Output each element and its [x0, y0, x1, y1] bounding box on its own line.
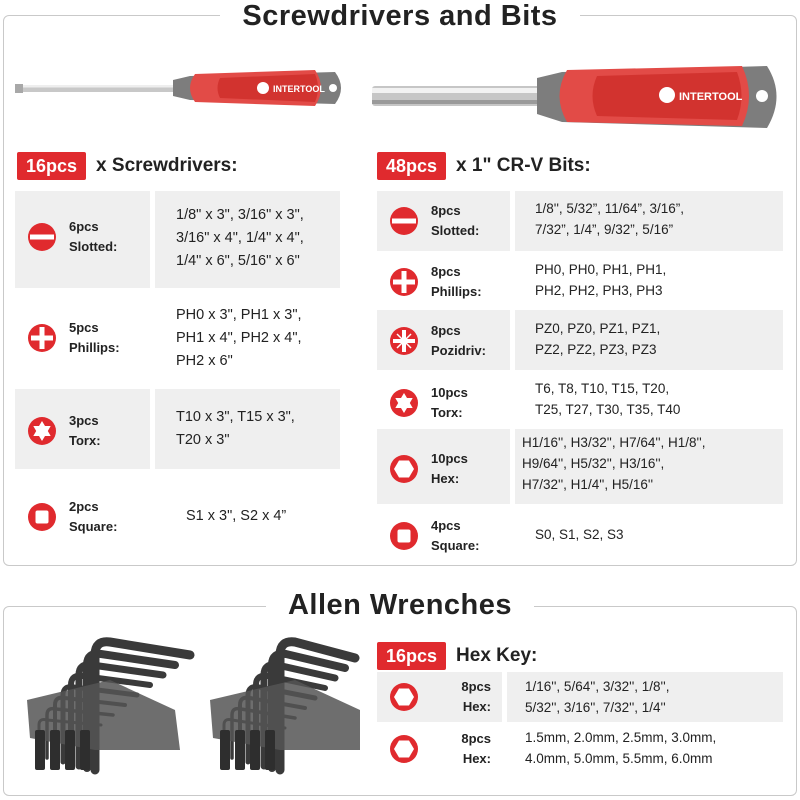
bit-row-phillips-sizes: PH0, PH0, PH1, PH1, PH2, PH2, PH3, PH3: [535, 262, 667, 298]
bit-row-pozidriv-sizes: PZ0, PZ0, PZ1, PZ1, PZ2, PZ2, PZ3, PZ3: [535, 321, 661, 357]
slotted-icon: [389, 206, 419, 236]
square-icon: [389, 521, 419, 551]
screwdriver-row-slotted: 6pcs Slotted:: [27, 217, 117, 257]
slotted-icon: [27, 222, 57, 252]
bits-badge: 48pcs: [377, 152, 446, 180]
hexkey-row-metric: 8pcs Hex:: [389, 729, 491, 769]
screwdriver-row-slotted-sizes: 1/8" x 3", 3/16" x 3", 3/16" x 4", 1/4" x 4", 1/4" x 6", 5/16" x 6": [176, 207, 304, 269]
screwdriver-row-torx-sizes: T10 x 3", T15 x 3", T20 x 3": [176, 409, 295, 448]
screwdrivers-label: x Screwdrivers:: [96, 155, 238, 176]
phillips-icon: [389, 267, 419, 297]
hex-icon: [389, 734, 419, 764]
screwdrivers-header: [17, 152, 238, 180]
allen-title: Allen Wrenches: [0, 589, 800, 622]
bit-row-slotted-sizes: 1/8'', 5/32”, 11/64”, 3/16”, 7/32”, 1/4”, 9/32”, 5/16”: [535, 201, 684, 237]
bit-row-torx-sizes: T6, T8, T10, T15, T20, T25, T27, T30, T35, T40: [535, 381, 681, 417]
brand-text-2: INTERTOOL: [679, 91, 743, 103]
bits-header: [377, 152, 591, 180]
bit-row-hex: 10pcs Hex:: [389, 449, 468, 489]
bit-row-square: 4pcs Square:: [389, 516, 479, 556]
hexkey-row-metric-sizes: 1.5mm, 2.0mm, 2.5mm, 3.0mm, 4.0mm, 5.0mm, 5.5mm, 6.0mm: [525, 730, 717, 766]
bit-row-torx: 10pcs Torx:: [389, 383, 468, 423]
bit-row-square-sizes: S0, S1, S2, S3: [535, 527, 624, 542]
screwdriver-row-phillips: 5pcs Phillips:: [27, 318, 120, 358]
brand-text-1: INTERTOOL: [273, 84, 325, 94]
bit-row-hex-sizes: H1/16'', H3/32'', H7/64'', H1/8'', H9/64'', H5/32'', H3/16'', H7/32'', H1/4'', H5/16'': [522, 435, 706, 492]
hexkey-row-inch-sizes: 1/16'', 5/64'', 3/32'', 1/8'', 5/32'', 3/16'', 7/32'', 1/4'': [525, 679, 670, 715]
hexkeys-badge: 16pcs: [377, 642, 446, 670]
screwdrivers-badge: 16pcs: [17, 152, 86, 180]
hexkey-row-inch: 8pcs Hex:: [389, 677, 491, 717]
hexkeys-label: Hex Key:: [456, 645, 538, 666]
bit-row-slotted: 8pcs Slotted:: [389, 201, 479, 241]
square-icon: [27, 502, 57, 532]
hex-icon: [389, 454, 419, 484]
screwdriver-row-square-sizes: S1 x 3", S2 x 4”: [186, 508, 287, 524]
bit-row-phillips: 8pcs Phillips:: [389, 262, 482, 302]
pozidriv-icon: [389, 326, 419, 356]
screwdrivers-title: Screwdrivers and Bits: [0, 0, 800, 33]
slotted-screwdriver-image: [15, 58, 345, 118]
bits-label: x 1" CR-V Bits:: [456, 155, 591, 176]
phillips-icon: [27, 323, 57, 353]
hex-key-set-image: [15, 630, 360, 780]
hexkeys-header: [377, 642, 537, 670]
screwdriver-row-phillips-sizes: PH0 x 3", PH1 x 3", PH1 x 4", PH2 x 4", PH2 x 6": [176, 307, 302, 369]
torx-icon: [389, 388, 419, 418]
screwdriver-row-torx: 3pcs Torx:: [27, 411, 101, 451]
torx-icon: [27, 416, 57, 446]
bit-row-pozidriv: 8pcs Pozidriv:: [389, 321, 486, 361]
hex-icon: [389, 682, 419, 712]
bit-holder-screwdriver-image: [372, 62, 782, 142]
screwdriver-row-square: 2pcs Square:: [27, 497, 117, 537]
